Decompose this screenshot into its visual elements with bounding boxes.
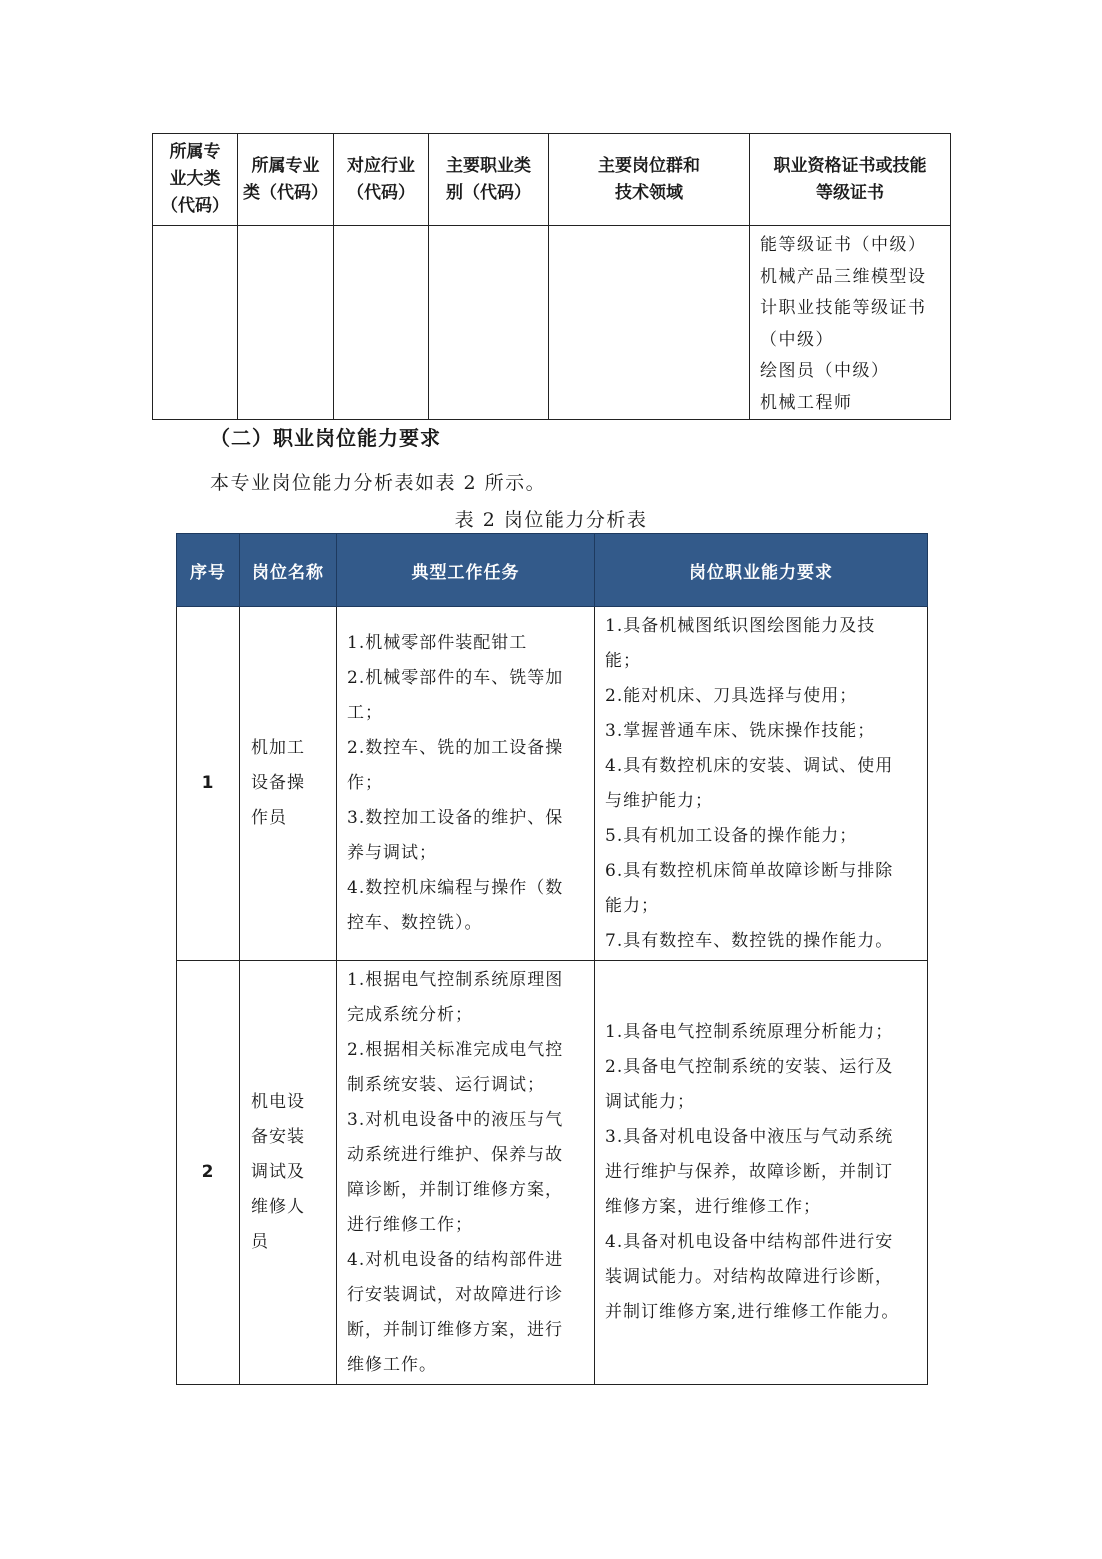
table2-header-tasks: 典型工作任务 [337,534,595,607]
table1-header-major-class: 所属专 业大类 （代码） [153,134,238,226]
cert-line: （中级） [760,329,834,350]
row-tasks: 1.根据电气控制系统原理图 完成系统分析； 2.根据相关标准完成电气控 制系统安装、运行调试； 3.对机电设备中的液压与气 动系统进行维护、保养与故 障诊断，并制订维修方案， 进行维修工作； 4.对机电设备的结构部件进 行安装调试，对故障进行诊 断，并制订维修方案，进行 维修工作。 [337,961,595,1385]
table2-header-job-name: 岗位名称 [240,534,337,607]
table1-header-job-group: 主要岗位群和 技术领域 [549,134,750,226]
table2-header-requirements: 岗位职业能力要求 [595,534,928,607]
row-seq: 2 [177,961,240,1385]
row-requirements: 1.具备机械图纸识图绘图能力及技 能； 2.能对机床、刀具选择与使用； 3.掌握普通车床、铣床操作技能； 4.具有数控机床的安装、调试、使用 与维护能力； 5.具有机加工设备的操作能力； 6.具有数控机床简单故障诊断与排除 能力； 7.具有数控车、数控铣的操作能力。 [595,607,928,961]
row-job-name: 机电设 备安装 调试及 维修人 员 [240,961,337,1385]
table2-header-row [177,534,928,607]
table1-header-major-category: 所属专业 类（代码） [238,134,334,226]
table1-cell-empty [153,226,238,420]
row-tasks: 1.机械零部件装配钳工 2.机械零部件的车、铣等加 工； 2.数控车、铣的加工设备操 作； 3.数控加工设备的维护、保 养与调试； 4.数控机床编程与操作（数 控车、数控铣）。 [337,607,595,961]
major-category-table [152,133,951,420]
table1-cell-empty [549,226,750,420]
table1-header-occupation: 主要职业类 别（代码） [429,134,549,226]
table-row [177,961,928,1385]
cert-line: 绘图员（中级） [760,361,890,381]
cert-line: 机械产品三维模型设 [760,266,927,287]
job-ability-table [176,533,928,1385]
section-heading: （二）职业岗位能力要求 [210,426,441,450]
table1-cell-empty [429,226,549,420]
intro-paragraph: 本专业岗位能力分析表如表 2 所示。 [210,472,547,494]
cert-line: 能等级证书（中级） [760,235,927,255]
table1-row [153,226,951,420]
table-row [177,607,928,961]
row-requirements: 1.具备电气控制系统原理分析能力； 2.具备电气控制系统的安装、运行及 调试能力； 3.具备对机电设备中液压与气动系统 进行维护与保养，故障诊断，并制订 维修方案，进行维修工作； 4.具备对机电设备中结构部件进行安 装调试能力。对结构故障进行诊断， 并制订维修方案,进行维修工作能力。 [595,961,928,1385]
table1-cell-certificates [750,226,951,420]
table1-header-row [153,134,951,226]
table1-cell-empty [334,226,429,420]
table2-header-seq: 序号 [177,534,240,607]
table1-header-industry: 对应行业 （代码） [334,134,429,226]
row-seq: 1 [177,607,240,961]
cert-line: 机械工程师 [760,392,853,413]
cert-line: 计职业技能等级证书 [760,298,927,318]
row-job-name: 机加工 设备操 作员 [240,607,337,961]
table1-cell-empty [238,226,334,420]
table-caption: 表 2 岗位能力分析表 [454,509,648,531]
table1-header-certificates: 职业资格证书或技能 等级证书 [750,134,951,226]
